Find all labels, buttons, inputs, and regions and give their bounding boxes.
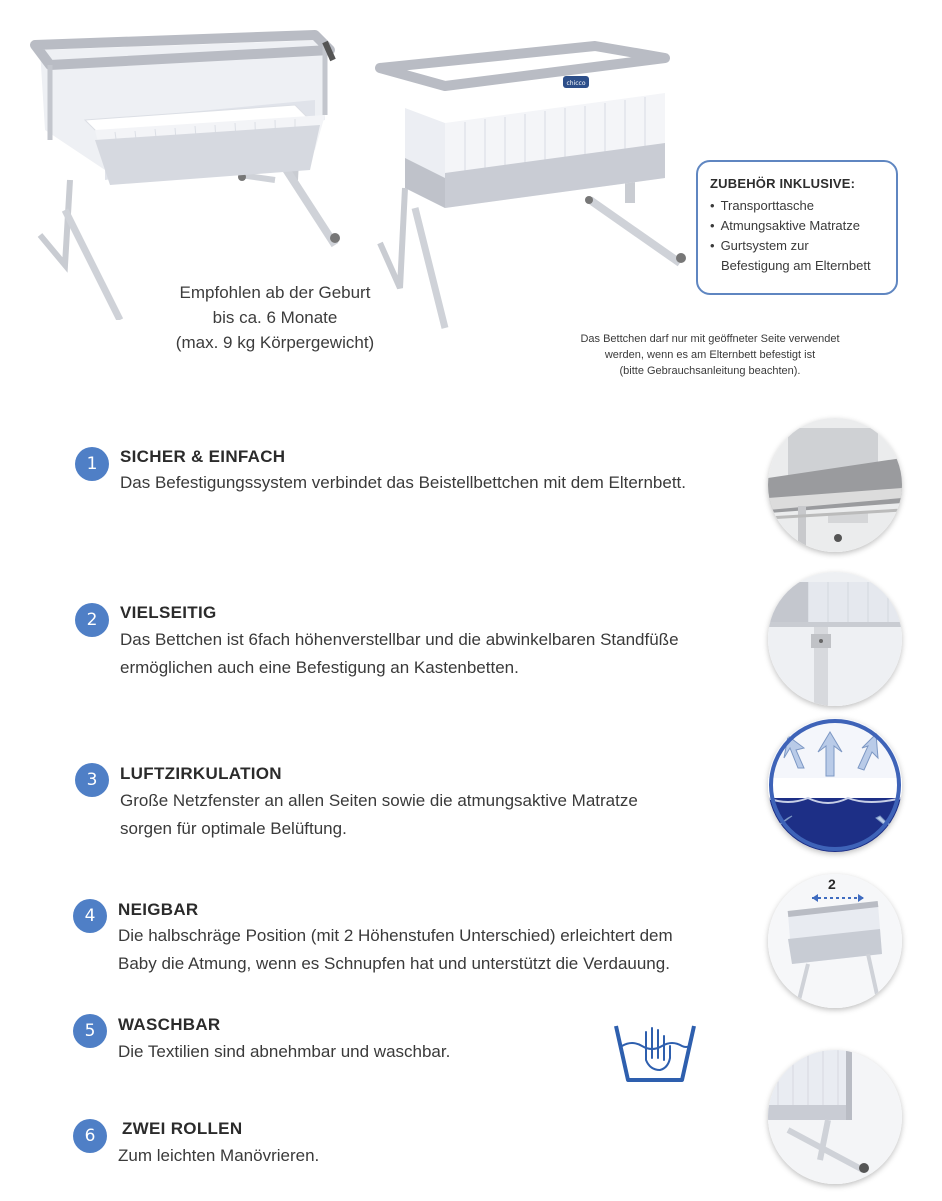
- crib-open-side-image: [25, 20, 345, 320]
- feature-number-badge: 4: [73, 899, 107, 933]
- feature-description: Die halbschräge Position (mit 2 Höhenstufen Unterschied) erleichtert dem Baby die Atmung, wenn es Schnupfen hat und unterstützt die Verdauung.: [118, 926, 673, 973]
- note-line: werden, wenn es am Elternbett befestigt ist: [604, 349, 816, 361]
- recommendation-line: (max. 9 kg Körpergewicht): [175, 333, 375, 352]
- tilt-position-image: [768, 874, 902, 1008]
- accessory-item: • Transporttasche: [710, 198, 815, 213]
- attachment-system-image: [768, 418, 902, 552]
- feature-title: VIELSEITIG: [120, 603, 217, 622]
- feature-description: Die Textilien sind abnehmbar und waschbar.: [118, 1042, 451, 1061]
- feature-description: Zum leichten Manövrieren.: [118, 1146, 320, 1165]
- accessories-box: [696, 160, 898, 295]
- hand-wash-icon: [612, 1022, 698, 1084]
- tilt-level-label: 2: [828, 876, 836, 892]
- height-adjustment-image: [768, 572, 902, 706]
- feature-title: LUFTZIRKULATION: [120, 764, 282, 783]
- crib-closed-image: [375, 38, 695, 338]
- feature-number-badge: 5: [73, 1014, 107, 1048]
- feature-description: Das Befestigungssystem verbindet das Beistellbettchen mit dem Elternbett.: [120, 473, 687, 492]
- note-line: (bitte Gebrauchsanleitung beachten).: [619, 365, 801, 377]
- feature-number-badge: 2: [75, 603, 109, 637]
- feature-number-badge: 1: [75, 447, 109, 481]
- brand-badge: chicco: [566, 80, 586, 87]
- feature-title: NEIGBAR: [118, 900, 199, 919]
- recommendation-line: bis ca. 6 Monate: [212, 308, 338, 327]
- feature-description: Große Netzfenster an allen Seiten sowie die atmungsaktive Matratze sorgen für optimale Belüftung.: [120, 791, 638, 838]
- accessory-item: • Gurtsystem zur: [710, 238, 809, 253]
- air-circulation-icon: [768, 718, 902, 852]
- accessories-title: ZUBEHÖR INKLUSIVE:: [710, 176, 856, 191]
- feature-title: WASCHBAR: [118, 1015, 221, 1034]
- age-recommendation: [150, 280, 400, 355]
- feature-number-badge: 6: [73, 1119, 107, 1153]
- feature-number-badge: 3: [75, 763, 109, 797]
- feature-description: Das Bettchen ist 6fach höhenverstellbar und die abwinkelbaren Standfüße ermöglichen auch eine Befestigung an Kastenbetten.: [120, 630, 679, 677]
- note-line: Das Bettchen darf nur mit geöffneter Seite verwendet: [580, 333, 840, 345]
- feature-title: SICHER & EINFACH: [120, 447, 286, 466]
- accessory-item: • Atmungsaktive Matratze: [710, 218, 861, 233]
- accessory-item: Befestigung am Elternbett: [721, 258, 871, 273]
- recommendation-line: Empfohlen ab der Geburt: [179, 283, 371, 302]
- usage-note: [545, 331, 875, 379]
- wheels-image: [768, 1050, 902, 1184]
- feature-title: ZWEI ROLLEN: [122, 1119, 243, 1138]
